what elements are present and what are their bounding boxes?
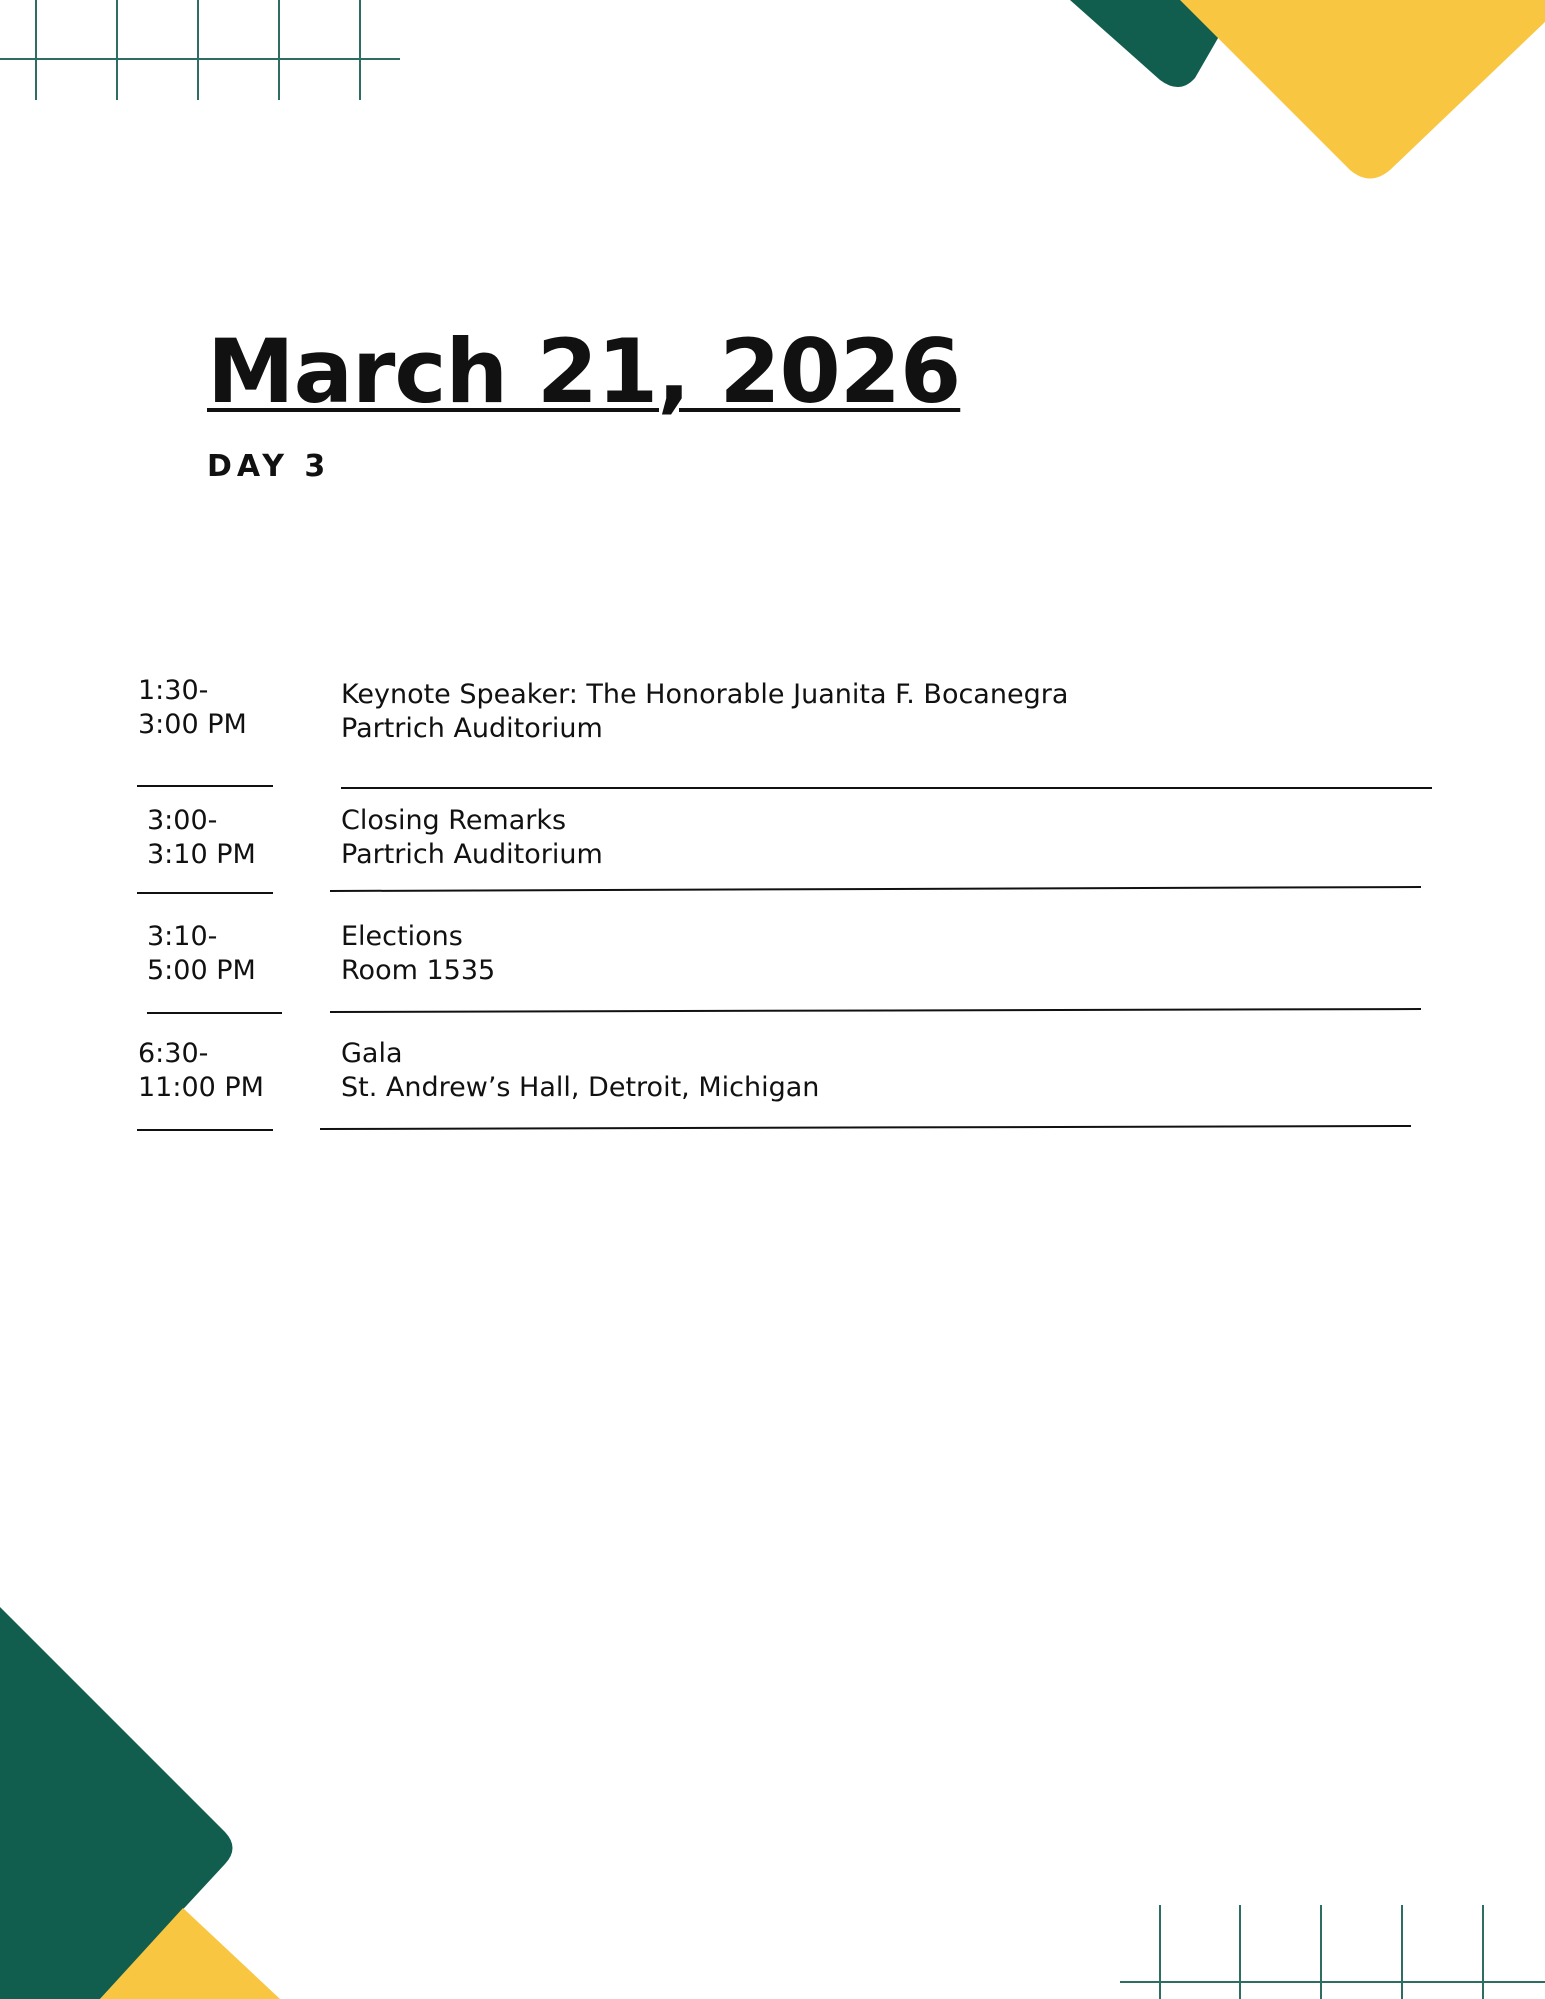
event-name: Closing Remarks: [341, 805, 567, 836]
schedule-row-2-time: [147, 804, 256, 872]
time-end: 3:00 PM: [138, 709, 247, 740]
top-left-grid-pattern: [0, 0, 400, 100]
event-location: St. Andrew’s Hall, Detroit, Michigan: [341, 1072, 820, 1103]
schedule-row-3-time: [147, 920, 256, 988]
time-start: 3:10-: [147, 921, 218, 952]
event-name: Elections: [341, 921, 463, 952]
event-location: Room 1535: [341, 955, 496, 986]
schedule-row-3-details: [341, 920, 495, 988]
event-location: Partrich Auditorium: [341, 839, 603, 870]
event-name: Gala: [341, 1038, 403, 1069]
time-start: 1:30-: [138, 675, 209, 706]
event-location: Partrich Auditorium: [341, 713, 603, 744]
event-divider-2: [330, 887, 1421, 891]
time-start: 3:00-: [147, 805, 218, 836]
schedule-row-4-time: [138, 1037, 264, 1105]
time-end: 3:10 PM: [147, 839, 256, 870]
schedule-row-1-time: [138, 674, 247, 742]
schedule-row-2-details: [341, 804, 603, 872]
page-title-date: March 21, 2026: [207, 320, 961, 423]
time-end: 11:00 PM: [138, 1072, 264, 1103]
time-end: 5:00 PM: [147, 955, 256, 986]
bottom-right-grid-pattern: [1120, 1905, 1545, 1999]
event-divider-3: [330, 1009, 1421, 1012]
day-label: DAY 3: [207, 449, 331, 484]
event-name: Keynote Speaker: The Honorable Juanita F. Bocanegra: [341, 679, 1069, 710]
time-start: 6:30-: [138, 1038, 209, 1069]
schedule-row-4-details: [341, 1037, 819, 1105]
schedule-row-1-details: [341, 678, 1068, 746]
event-divider-4: [320, 1126, 1411, 1129]
top-right-yellow-shape: [1180, 0, 1545, 179]
